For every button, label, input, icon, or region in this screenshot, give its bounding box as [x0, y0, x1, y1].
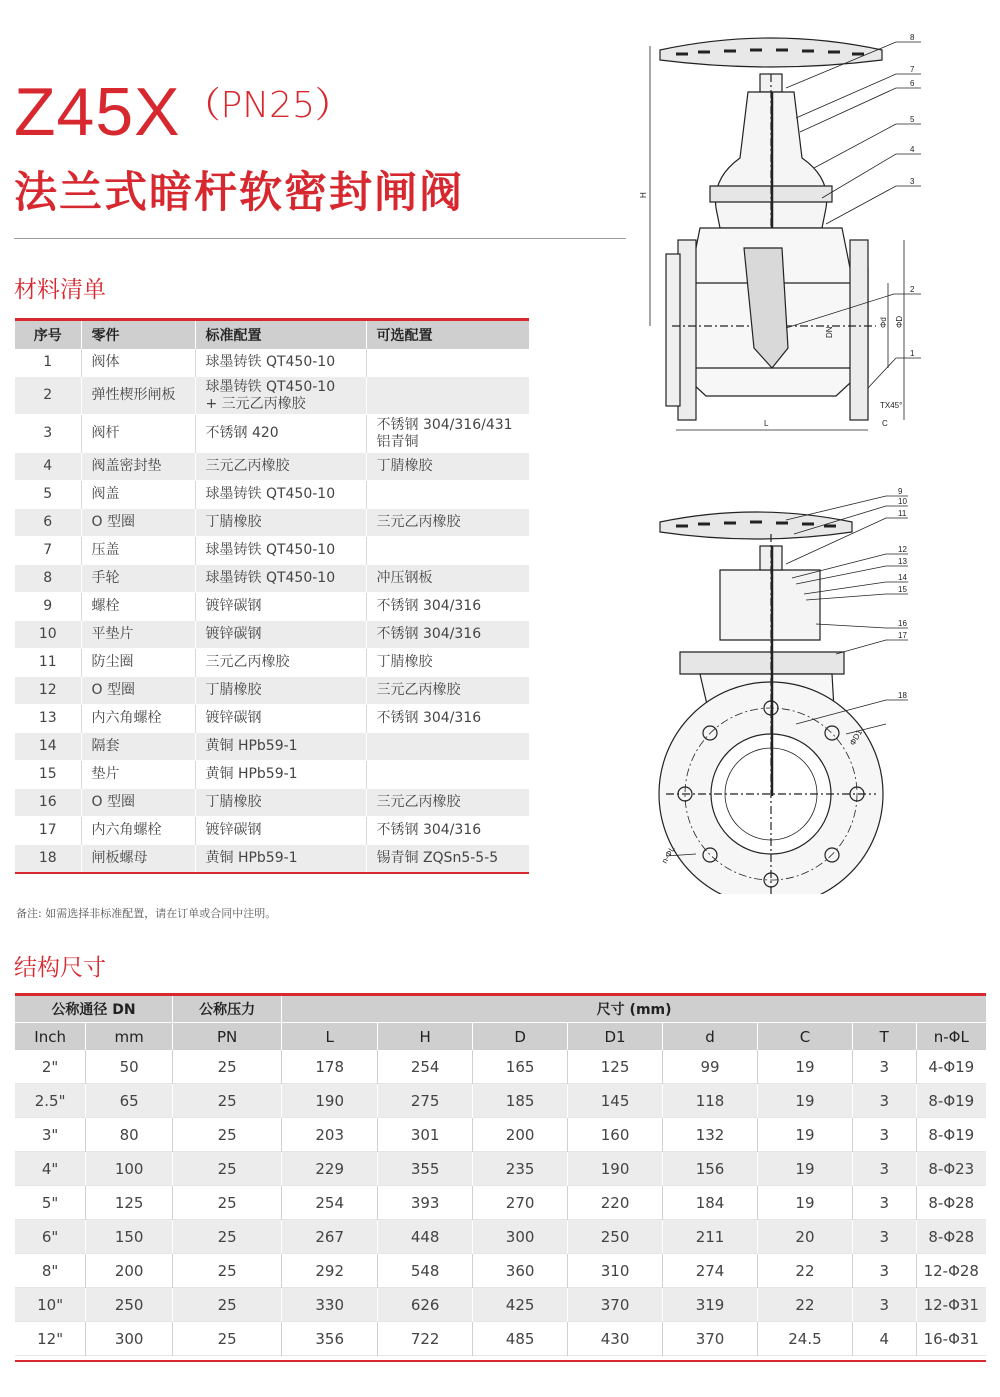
dimensions-cell: 12-Φ31	[916, 1288, 986, 1322]
table-row	[15, 1322, 986, 1356]
materials-cell-no: 12	[15, 677, 81, 705]
dimensions-cell: 203	[282, 1118, 378, 1152]
table-row	[15, 1288, 986, 1322]
dimensions-cell: 425	[473, 1288, 568, 1322]
dimensions-cell: 360	[473, 1254, 568, 1288]
materials-cell-opt: 冲压钢板	[366, 565, 529, 593]
materials-cell-no: 2	[15, 377, 81, 415]
dimensions-cell: 393	[378, 1186, 473, 1220]
drawing-label: 17	[898, 631, 907, 640]
dimensions-bottom-rule	[15, 1360, 986, 1362]
title-divider	[14, 238, 626, 239]
table-row	[15, 1050, 986, 1084]
dimensions-subheader-3: L	[282, 1023, 378, 1051]
materials-cell-part: 内六角螺栓	[81, 705, 195, 733]
dimensions-cell: 20	[757, 1220, 852, 1254]
dimensions-cell: 254	[378, 1050, 473, 1084]
materials-cell-std: 丁腈橡胶	[195, 677, 366, 705]
materials-cell-no: 4	[15, 453, 81, 481]
valve-end-view-drawing	[636, 484, 936, 894]
dimensions-cell: 190	[568, 1152, 663, 1186]
pn-group-header: 公称压力	[173, 996, 282, 1023]
dimensions-cell: 370	[568, 1288, 663, 1322]
materials-cell-part: 内六角螺栓	[81, 817, 195, 845]
drawing-label: 14	[898, 573, 907, 582]
dimensions-cell: 211	[663, 1220, 758, 1254]
dimensions-cell: 254	[282, 1186, 378, 1220]
dimensions-cell: 3	[852, 1152, 916, 1186]
materials-cell-part: 闸板螺母	[81, 845, 195, 874]
materials-cell-no: 14	[15, 733, 81, 761]
materials-cell-part: 防尘圈	[81, 649, 195, 677]
materials-cell-std: 丁腈橡胶	[195, 509, 366, 537]
materials-cell-opt: 不锈钢 304/316	[366, 705, 529, 733]
materials-cell-opt	[366, 377, 529, 415]
valve-section-drawing	[636, 28, 936, 448]
dimensions-cell: 25	[173, 1084, 282, 1118]
materials-cell-no: 5	[15, 481, 81, 509]
dimensions-cell: 165	[473, 1050, 568, 1084]
dimensions-cell: 355	[378, 1152, 473, 1186]
dimensions-cell: 319	[663, 1288, 758, 1322]
dimensions-cell: 100	[86, 1152, 173, 1186]
table-row	[15, 377, 529, 415]
materials-cell-part: 阀杆	[81, 415, 195, 453]
dimensions-cell: 548	[378, 1254, 473, 1288]
materials-section-title: 材料清单	[14, 277, 106, 303]
materials-cell-no: 3	[15, 415, 81, 453]
dimensions-subheader-2: PN	[173, 1023, 282, 1051]
drawing-label: Φd	[879, 317, 888, 328]
dimensions-cell: 8"	[41, 1261, 59, 1280]
drawing-label: 4	[910, 145, 915, 154]
dimensions-cell: 356	[282, 1322, 378, 1356]
materials-cell-part: 垫片	[81, 761, 195, 789]
dimensions-cell: 25	[173, 1288, 282, 1322]
dimensions-cell: 270	[473, 1186, 568, 1220]
materials-cell-no: 7	[15, 537, 81, 565]
table-row	[15, 649, 529, 677]
dimensions-cell: 19	[757, 1186, 852, 1220]
table-row	[15, 1220, 986, 1254]
dimensions-cell: 80	[86, 1118, 173, 1152]
materials-cell-no: 8	[15, 565, 81, 593]
materials-cell-no: 9	[15, 593, 81, 621]
materials-cell-no: 17	[15, 817, 81, 845]
dimensions-cell: 292	[282, 1254, 378, 1288]
dimensions-subheader-4: H	[378, 1023, 473, 1051]
dimensions-cell: 200	[473, 1118, 568, 1152]
dimensions-cell: 722	[378, 1322, 473, 1356]
dimensions-cell: 3	[852, 1118, 916, 1152]
table-row	[15, 349, 529, 377]
dimensions-cell: 99	[663, 1050, 758, 1084]
table-row	[15, 415, 529, 453]
dimensions-subheader-6: D1	[568, 1023, 663, 1051]
materials-cell-opt: 三元乙丙橡胶	[366, 789, 529, 817]
dimensions-cell: 118	[663, 1084, 758, 1118]
materials-cell-no: 15	[15, 761, 81, 789]
dimensions-cell: 8-Φ19	[916, 1084, 986, 1118]
dimensions-subheader-0: Inch	[15, 1023, 86, 1051]
materials-cell-std: 球墨铸铁 QT450-10	[195, 349, 366, 377]
dimensions-cell: 274	[663, 1254, 758, 1288]
materials-cell-part: 阀盖	[81, 481, 195, 509]
drawing-label: 18	[898, 691, 907, 700]
product-name: 法兰式暗杆软密封闸阀	[14, 168, 464, 218]
dimensions-cell: 485	[473, 1322, 568, 1356]
dimensions-cell: 190	[282, 1084, 378, 1118]
dimensions-cell: 8-Φ28	[916, 1186, 986, 1220]
dimensions-cell: 8-Φ28	[916, 1220, 986, 1254]
dimensions-table	[15, 996, 986, 1356]
dimensions-cell: 178	[282, 1050, 378, 1084]
dimensions-subheader-9: T	[852, 1023, 916, 1051]
materials-cell-opt: 丁腈橡胶	[366, 649, 529, 677]
dimensions-cell: 235	[473, 1152, 568, 1186]
dimensions-cell: 4	[852, 1322, 916, 1356]
materials-cell-opt: 不锈钢 304/316	[366, 621, 529, 649]
table-row	[15, 1152, 986, 1186]
dimensions-cell: 3	[852, 1084, 916, 1118]
dimensions-cell: 145	[568, 1084, 663, 1118]
materials-cell-opt: 不锈钢 304/316/431 铝青铜	[366, 415, 529, 453]
materials-cell-part: 隔套	[81, 733, 195, 761]
drawing-label: 3	[910, 177, 915, 186]
dimensions-cell: 3	[852, 1186, 916, 1220]
dimensions-cell: 370	[663, 1322, 758, 1356]
dimensions-cell: 19	[757, 1084, 852, 1118]
materials-cell-part: 阀体	[81, 349, 195, 377]
materials-cell-no: 6	[15, 509, 81, 537]
dimensions-cell: 2.5"	[15, 1084, 86, 1118]
materials-header-1: 零件	[81, 321, 195, 349]
dimensions-subheader-10: n-ΦL	[916, 1023, 986, 1051]
dimensions-subheader-7: d	[663, 1023, 758, 1051]
materials-cell-part: 阀盖密封垫	[81, 453, 195, 481]
materials-note: 备注: 如需选择非标准配置，请在订单或合同中注明。	[16, 907, 277, 920]
dimensions-cell: 4-Φ19	[916, 1050, 986, 1084]
drawing-label: 2	[910, 285, 915, 294]
drawing-label: 7	[910, 65, 915, 74]
dimensions-cell: 25	[173, 1322, 282, 1356]
dimensions-cell: 150	[86, 1220, 173, 1254]
materials-cell-std: 球墨铸铁 QT450-10	[195, 565, 366, 593]
materials-cell-opt	[366, 733, 529, 761]
dimensions-cell: 267	[282, 1220, 378, 1254]
drawing-label: 13	[898, 557, 907, 566]
dimensions-cell: 430	[568, 1322, 663, 1356]
materials-cell-opt: 三元乙丙橡胶	[366, 509, 529, 537]
dimensions-cell: 25	[173, 1118, 282, 1152]
dimensions-cell: 125	[568, 1050, 663, 1084]
dimensions-subheader-1: mm	[86, 1023, 173, 1051]
materials-cell-std: 球墨铸铁 QT450-10	[195, 537, 366, 565]
materials-cell-std: 镀锌碳钢	[195, 705, 366, 733]
materials-cell-opt	[366, 761, 529, 789]
materials-cell-opt	[366, 349, 529, 377]
materials-cell-part: O 型圈	[81, 677, 195, 705]
size-group-header: 尺寸 (mm)	[282, 996, 986, 1023]
drawing-label: n-ΦL	[659, 844, 677, 865]
dimensions-cell: 22	[757, 1288, 852, 1322]
materials-cell-part: 压盖	[81, 537, 195, 565]
materials-cell-opt: 锡青铜 ZQSn5-5-5	[366, 845, 529, 874]
materials-cell-no: 16	[15, 789, 81, 817]
dimensions-cell: 250	[86, 1288, 173, 1322]
table-row	[15, 537, 529, 565]
dimensions-cell: 156	[663, 1152, 758, 1186]
table-row	[15, 1084, 986, 1118]
materials-cell-std: 不锈钢 420	[195, 415, 366, 453]
dimensions-cell: 6"	[15, 1220, 86, 1254]
materials-cell-opt	[366, 537, 529, 565]
table-row	[15, 677, 529, 705]
materials-cell-std: 镀锌碳钢	[195, 621, 366, 649]
dimensions-subheader-5: D	[473, 1023, 568, 1051]
table-row	[15, 593, 529, 621]
pressure-rating: （PN25）	[184, 85, 351, 126]
dimensions-cell: 12"	[37, 1329, 64, 1348]
dimensions-cell: 300	[473, 1220, 568, 1254]
dimensions-cell: 185	[473, 1084, 568, 1118]
drawing-label: 12	[898, 545, 907, 554]
dimensions-cell: 125	[86, 1186, 173, 1220]
table-row	[15, 705, 529, 733]
table-row	[15, 509, 529, 537]
materials-table	[15, 321, 529, 874]
table-row	[15, 1254, 986, 1288]
dimensions-cell: 3	[852, 1254, 916, 1288]
dimensions-cell: 22	[757, 1254, 852, 1288]
dimensions-cell: 200	[86, 1254, 173, 1288]
materials-cell-part: 手轮	[81, 565, 195, 593]
table-row	[15, 453, 529, 481]
dimensions-cell: 65	[86, 1084, 173, 1118]
table-row	[15, 761, 529, 789]
materials-cell-opt: 不锈钢 304/316	[366, 817, 529, 845]
dimensions-cell: 3	[852, 1050, 916, 1084]
materials-header-0: 序号	[15, 321, 81, 349]
materials-cell-std: 镀锌碳钢	[195, 593, 366, 621]
materials-cell-no: 18	[15, 845, 81, 874]
drawing-label: 6	[910, 79, 915, 88]
dimensions-cell: 310	[568, 1254, 663, 1288]
materials-cell-opt	[366, 481, 529, 509]
dimensions-cell: 25	[173, 1186, 282, 1220]
dimensions-cell: 19	[757, 1050, 852, 1084]
table-row	[15, 789, 529, 817]
dimensions-cell: 24.5	[757, 1322, 852, 1356]
dimensions-cell: 301	[378, 1118, 473, 1152]
dimensions-cell: 50	[86, 1050, 173, 1084]
dimensions-cell: 184	[663, 1186, 758, 1220]
dimensions-cell: 160	[568, 1118, 663, 1152]
materials-cell-part: O 型圈	[81, 509, 195, 537]
materials-cell-part: 弹性楔形闸板	[81, 377, 195, 415]
materials-cell-no: 1	[15, 349, 81, 377]
drawing-label: DN	[825, 326, 834, 338]
materials-cell-part: 平垫片	[81, 621, 195, 649]
materials-cell-part: 螺栓	[81, 593, 195, 621]
dimensions-cell: 25	[173, 1152, 282, 1186]
dimensions-cell: 229	[282, 1152, 378, 1186]
dimensions-subheader-8: C	[757, 1023, 852, 1051]
drawing-label: L	[764, 419, 769, 428]
materials-cell-std: 黄铜 HPb59-1	[195, 845, 366, 874]
dimensions-cell: 220	[568, 1186, 663, 1220]
dimensions-cell: 8-Φ23	[916, 1152, 986, 1186]
dimensions-cell: 3	[852, 1288, 916, 1322]
materials-cell-std: 黄铜 HPb59-1	[195, 761, 366, 789]
dimensions-cell: 12-Φ28	[916, 1254, 986, 1288]
dimensions-cell: 626	[378, 1288, 473, 1322]
dimensions-cell: 5"	[41, 1193, 59, 1212]
dimensions-section-title: 结构尺寸	[14, 955, 106, 981]
dimensions-cell: 330	[282, 1288, 378, 1322]
materials-cell-std: 镀锌碳钢	[195, 817, 366, 845]
table-row	[15, 817, 529, 845]
materials-cell-opt: 三元乙丙橡胶	[366, 677, 529, 705]
drawing-label: 1	[910, 349, 915, 358]
materials-header-2: 标准配置	[195, 321, 366, 349]
table-row	[15, 481, 529, 509]
dimensions-cell: 25	[173, 1050, 282, 1084]
dimensions-cell: 8-Φ19	[916, 1118, 986, 1152]
drawing-label: 8	[910, 33, 915, 42]
dimensions-cell: 448	[378, 1220, 473, 1254]
materials-cell-opt: 丁腈橡胶	[366, 453, 529, 481]
table-row	[15, 845, 529, 874]
table-row	[15, 621, 529, 649]
dimensions-cell: 16-Φ31	[916, 1322, 986, 1356]
dimensions-cell: 3	[852, 1220, 916, 1254]
table-row	[15, 733, 529, 761]
drawing-label: 15	[898, 585, 907, 594]
dimensions-cell: 2"	[41, 1057, 59, 1076]
drawing-label: 10	[898, 497, 907, 506]
table-row	[15, 1186, 986, 1220]
drawing-label: 9	[898, 487, 903, 496]
drawing-label: H	[639, 192, 648, 198]
dimensions-cell: 132	[663, 1118, 758, 1152]
materials-cell-std: 球墨铸铁 QT450-10 + 三元乙丙橡胶	[195, 377, 366, 415]
materials-cell-std: 三元乙丙橡胶	[195, 453, 366, 481]
materials-cell-no: 10	[15, 621, 81, 649]
materials-header-3: 可选配置	[366, 321, 529, 349]
dimensions-cell: 19	[757, 1152, 852, 1186]
materials-cell-std: 球墨铸铁 QT450-10	[195, 481, 366, 509]
materials-cell-std: 黄铜 HPb59-1	[195, 733, 366, 761]
dimensions-cell: 275	[378, 1084, 473, 1118]
drawing-label: ΦD1	[847, 728, 865, 747]
dimensions-cell: 300	[86, 1322, 173, 1356]
dimensions-cell: 10"	[15, 1288, 86, 1322]
dn-group-header: 公称通径 DN	[15, 996, 173, 1023]
materials-cell-opt: 不锈钢 304/316	[366, 593, 529, 621]
materials-cell-no: 11	[15, 649, 81, 677]
dimensions-cell: 4"	[15, 1152, 86, 1186]
drawing-label: 5	[910, 115, 915, 124]
dimensions-cell: 25	[173, 1220, 282, 1254]
materials-cell-std: 丁腈橡胶	[195, 789, 366, 817]
drawing-label: TX45°	[880, 401, 903, 410]
dimensions-cell: 250	[568, 1220, 663, 1254]
materials-cell-std: 三元乙丙橡胶	[195, 649, 366, 677]
drawing-label: C	[882, 419, 888, 428]
drawing-label: 11	[898, 509, 907, 518]
table-row	[15, 565, 529, 593]
drawing-label: 16	[898, 619, 907, 628]
materials-cell-part: O 型圈	[81, 789, 195, 817]
dimensions-cell: 25	[173, 1254, 282, 1288]
materials-cell-no: 13	[15, 705, 81, 733]
dimensions-cell: 19	[757, 1118, 852, 1152]
model-code: Z45X	[14, 74, 181, 150]
product-title	[14, 74, 351, 150]
dimensions-cell: 3"	[41, 1125, 59, 1144]
table-row	[15, 1118, 986, 1152]
drawing-label: ΦD	[895, 315, 904, 328]
